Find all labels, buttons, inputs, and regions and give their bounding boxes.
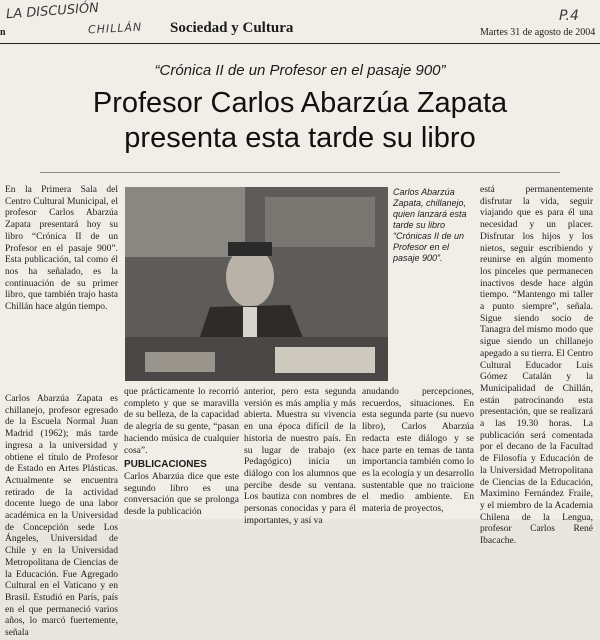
handwritten-source-note: LA DISCUSIÓN: [5, 0, 100, 23]
header-fragment: n: [0, 27, 6, 38]
header-rule: [0, 43, 600, 44]
author-photo-image: [125, 187, 388, 381]
handwritten-page-mark: P.4: [559, 8, 579, 24]
body-column-4: anudando percepciones, recuerdos, situaciones. En esta segunda parte (su nuevo libro), Carlos Abarzúa redacta este diálogo y se hace parte en temas de tanta importancia también como lo es la ecología y un desarrollo sustentable que no traicione el medio ambiente. En materia de proyectos,: [362, 387, 474, 515]
column-2-text-continued: Carlos Abarzúa dice que este segundo libro es una conversación que se prolonga desde la publicación: [124, 471, 239, 518]
body-column-3: anterior, pero esta segunda versión es más amplia y más abierta. Muestra su vivencia en una época difícil de la historia de nuestro país. En su lugar de trabajo (ex Pedagógico) inicia un diálogo con los alumnos que percibe desde su ventana. Los bautiza con nombres de personas conocidas y para él importantes, y así va: [244, 387, 356, 526]
body-column-1-continued: Carlos Abarzúa Zapata es chillanejo, profesor egresado de la Escuela Normal Juan Madrid (1962); más tarde ingresa a la universidad y obtiene el título de Profesor de Estado en Artes Plásticas. Actualmente se encuentra retirado de la actividad docente luego de una labor académica en la Universidad de Concepción sede Los Ángeles, Universidad de Chile y en la Universidad Metropolitana de Ciencias de la Educación. Fue Agregado Cultural en el Vaticano y en Brasil. Estudió en París, país en el que permaneció varios años, lo marcó fuertemente, señala: [5, 394, 118, 639]
body-column-5: está permanentemente disfrutar la vida, seguir viajando que es para él una necesidad y un placer. Disfrutar los hijos y los nietos, seguir escribiendo y reunirse en algún momento los pinceles que permanecen inactivos desde hace algún tiempo. “Mantengo mi taller a punto siempre”, señala. Sigue siendo socio de Tanagra del mismo modo que sigue siendo un chillanejo apegado a su tierra. El Centro Cultural Educador Luis Gómez Catalán y la Municipalidad de Chillán, están patrocinando esta presentación, que se realizará a las 19.30 horas. La publicación será comentada por el decano de la Facultad de Filosofía y Educación de la Universidad Metropolitana de Ciencias de la Educación, Maximino Fernández Fraile, y el miembro de la Academia Chilena de la Lengua, profesor Carlos René Ibacache.: [480, 185, 593, 547]
handwritten-city-note: CHILLÁN: [87, 20, 143, 37]
author-photo: [125, 187, 388, 381]
column-2-text: que prácticamente lo recorrió completo y que se maravilla de su belleza, de la capacidad de alegría de su gente, “pasan haciendo música de cualquier cosa”.: [124, 387, 239, 456]
article-kicker: “Crónica II de un Profesor en el pasaje 900”: [154, 62, 446, 79]
issue-date: Martes 31 de agosto de 2004: [480, 27, 596, 38]
section-title: Sociedad y Cultura: [170, 20, 294, 36]
headline-divider: [40, 172, 560, 173]
photo-caption: Carlos Abarzúa Zapata, chillanejo, quien lanzará esta tarde su libro “Crónicas II de un Profesor en el pasaje 900”.: [393, 187, 467, 263]
subheading-publicaciones: PUBLICACIONES: [124, 459, 207, 471]
article-headline: [0, 86, 600, 156]
headline-line-2: presenta esta tarde su libro: [124, 122, 476, 154]
body-column-2: [124, 387, 239, 519]
body-column-1: En la Primera Sala del Centro Cultural Municipal, el profesor Carlos Abarzúa Zapata presentará hoy su libro “Crónica II de un Profesor en el pasaje 900”. Esta publicación, tal como él nos ha señalado, es la continuación de su primer libro, que también trajo hasta Chillán hace algún tiempo.: [5, 185, 118, 313]
headline-line-1: Profesor Carlos Abarzúa Zapata: [92, 87, 508, 119]
